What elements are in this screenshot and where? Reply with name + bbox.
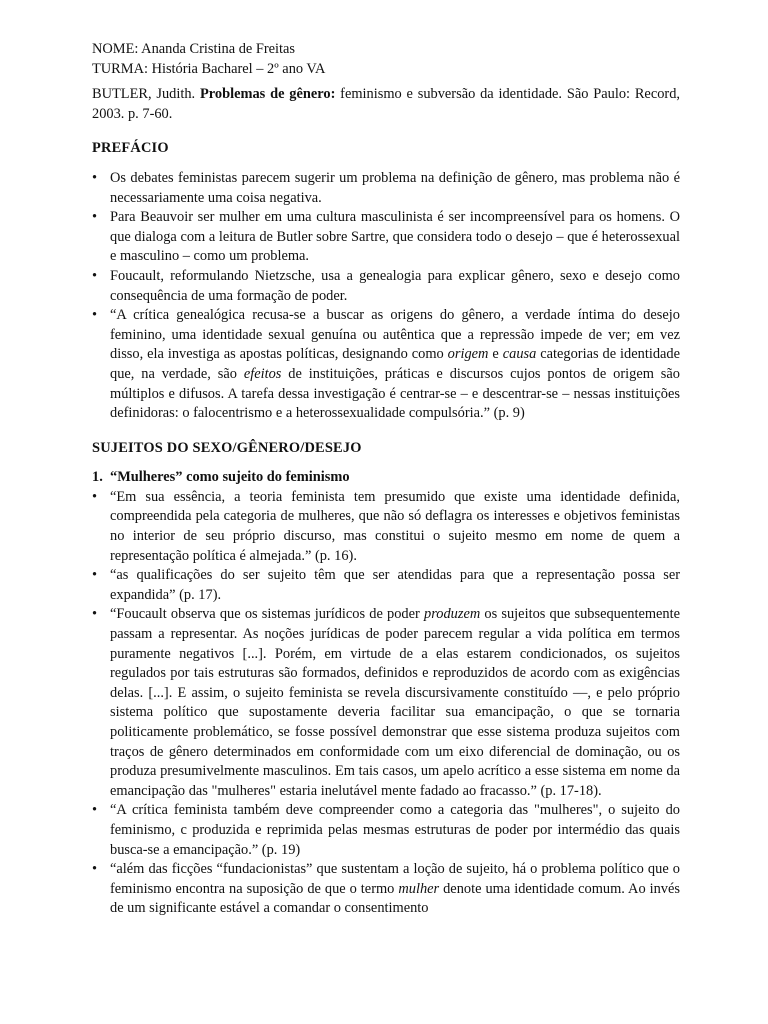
list-item: • Para Beauvoir ser mulher em uma cultura masculinista é ser incompreensível para os homens. O que dialoga com a leitura de Butler sobre Sartre, que considera todo o desejo – que é heterossexual e masculino – como um problema.	[92, 208, 680, 267]
emphasis: origem	[447, 346, 489, 363]
list-item: • “Em sua essência, a teoria feminista tem presumido que existe uma identidade definida, compreendida pela categoria de mulheres, que não só deflagra os interesses e objetivos feministas no interior de seu próprio discurso, mas constitui o sujeito mesmo em nome de quem a representação política é almejada.” (p. 16).	[92, 488, 680, 566]
emphasis: causa	[502, 346, 537, 363]
list-item: • “Foucault observa que os sistemas jurídicos de poder produzem os sujeitos que subsequentemente passam a representar. As noções jurídicas de poder parecem regular a vida política em termos puramente negativos [...]. Porém, em virtude de a elas estarem condicionados, os sujeitos regulados por tais estruturas são formados, definidos e reproduzidos de acordo com as exigências delas. [...]. E assim, o sujeito feminista se revela discursivamente constituído —, e pelo próprio sistema político que supostamente deveria facilitar sua emancipação, o que se tornaria politicamente problemático, se fosse possível demonstrar que esse sistema produza sujeitos com traços de gênero determinados em conformidade com um eixo diferencial de dominação, ou os produza presumivelmente masculinos. Em tais casos, um apelo acrítico a esse sistema em nome da emancipação das "mulheres" estaria inelutável mente fadado ao fracasso.” (p. 17-18).	[92, 605, 680, 801]
list-item: • “A crítica feminista também deve compreender como a categoria das "mulheres", o sujeito do feminismo, c produzida e reprimida pelas mesmas estruturas de poder por intermédio das quais busca-se a emancipação.” (p. 19)	[92, 801, 680, 860]
emphasis: produzem	[424, 606, 481, 623]
list-item: • “A crítica genealógica recusa-se a buscar as origens do gênero, a verdade íntima do desejo feminino, uma identidade sexual genuína ou autêntica que a repressão impede de ver; em vez disso, ela investiga as apostas políticas, designando como origem e causa categorias de identidade que, na verdade, são efeitos de instituições, práticas e discursos cujos pontos de origem são múltiplos e difusos. A tarefa dessa investigação é centrar-se – e descentrar-se – nessas instituições definidoras: o falocentrismo e a heterossexualidade compulsória.” (p. 9)	[92, 306, 680, 424]
citation-title: Problemas de gênero:	[199, 86, 336, 103]
section-heading-prefacio: PREFÁCIO	[92, 140, 169, 157]
subsection-title: “Mulheres” como sujeito do feminismo	[110, 469, 350, 486]
student-name: NOME: Ananda Cristina de Freitas	[92, 41, 296, 57]
student-class: TURMA: História Bacharel – 2º ano VA	[92, 60, 326, 77]
emphasis: efeitos	[243, 365, 282, 382]
list-item: • “além das ficções “fundacionistas” que sustentam a loção de sujeito, há o problema político que o feminismo encontra na suposição de que o termo mulher denote uma identidade comum. Ao invés de um significante estável a comandar o consentimento	[92, 860, 680, 919]
emphasis: mulher	[398, 880, 440, 897]
sujeitos-list	[92, 488, 680, 919]
list-item: • Os debates feministas parecem sugerir um problema na definição de gênero, mas problema não é necessariamente uma coisa negativa.	[92, 169, 680, 208]
bibliographic-citation	[92, 85, 680, 124]
section-heading-sujeitos: SUJEITOS DO SEXO/GÊNERO/DESEJO	[92, 439, 362, 456]
subsection-number: 1.	[92, 469, 103, 486]
citation-author: BUTLER, Judith.	[92, 86, 200, 103]
list-item: • “as qualificações do ser sujeito têm que ser atendidas para que a representação possa ser expandida” (p. 17).	[92, 566, 680, 605]
subsection-heading	[92, 468, 680, 488]
prefacio-list	[92, 169, 680, 424]
citation-details: feminismo e subversão da identidade. São Paulo: Record, 2003. p. 7-60.	[92, 86, 680, 122]
list-item: • Foucault, reformulando Nietzsche, usa a genealogia para explicar gênero, sexo e desejo como consequência de uma formação de poder.	[92, 267, 680, 306]
